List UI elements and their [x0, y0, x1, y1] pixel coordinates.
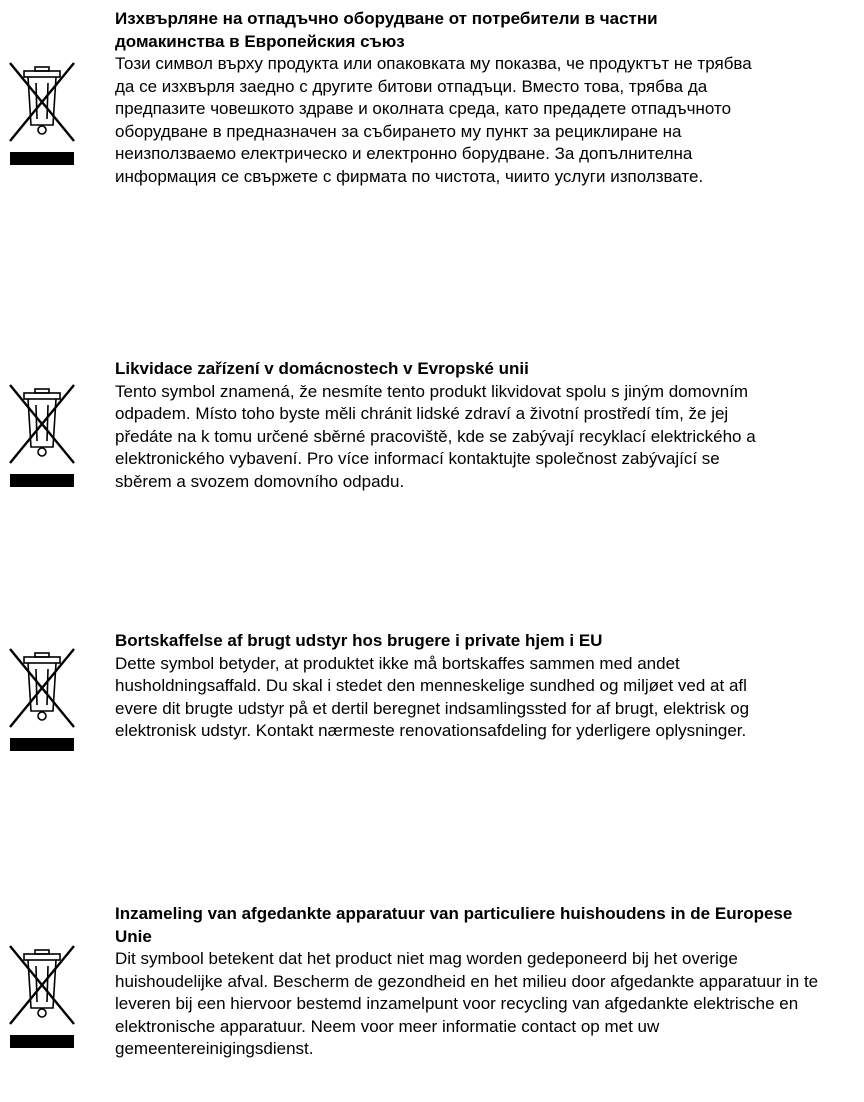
notice-text-czech — [115, 358, 765, 493]
notice-body: Dit symbool betekent dat het product niet mag worden gedeponeerd bij het overige huishoudelijke afval. Bescherm de gezondheid en het milieu door afgedankte apparatuur in te leveren bij een hiervoor bestemd inzamelpunt voor recycling van afgedankte elektrische en elektronische apparatuur. Neem voor meer informatie contact op met uw gemeentereinigingsdienst. — [115, 949, 819, 1058]
notice-heading: Likvidace zařízení v domácnostech v Evropské unii — [115, 359, 529, 378]
weee-bin-icon — [9, 60, 75, 173]
notice-text-dutch — [115, 903, 825, 1061]
weee-bin-icon — [9, 646, 75, 759]
notice-text-bulgarian — [115, 8, 755, 188]
notice-body: Този символ върху продукта или опаковката му показва, че продуктът не трябва да се изхвърля заедно с другите битови отпадъци. Вместо това, трябва да предпазите човешкото здраве и околната среда, като предадете отпадъчното оборудване в предназначен за събирането му пункт за рециклиране на неизползваемо електрическо и електронно борудване. За допълнителна информация се свържете с фирмата по чистота, чиито услуги използвате. — [115, 54, 752, 186]
notice-body: Dette symbol betyder, at produktet ikke må bortskaffes sammen med andet husholdningsaffald. Du skal i stedet den menneskelige sundhed og miljøet ved at afl evere dit brugte udstyr på et dertil beregnet indsamlingssted for af brugt, elektrisk og elektronisk udstyr. Kontakt nærmeste renovationsafdeling for yderligere oplysninger. — [115, 653, 750, 740]
notice-heading: Изхвърляне на отпадъчно оборудване от потребители в частни домакинства в Европейския съюз — [115, 9, 658, 51]
notice-heading: Bortskaffelse af brugt udstyr hos brugere i private hjem i EU — [115, 631, 603, 650]
notice-text-danish — [115, 630, 780, 743]
notice-body: Tento symbol znamená, že nesmíte tento produkt likvidovat spolu s jiným domovním odpadem. Místo toho byste měli chránit lidské zdraví a životní prostředí tím, že jej předáte na k tomu určené sběrné pracoviště, kde se zabývají recyklací elektrického a elektronického vybavení. Pro více informací kontaktujte společnost zabývající se sběrem a svozem domovního odpadu. — [115, 381, 756, 491]
weee-bin-icon — [9, 382, 75, 495]
notice-heading: Inzameling van afgedankte apparatuur van particuliere huishoudens in de Europese Unie — [115, 904, 793, 946]
weee-bin-icon — [9, 943, 75, 1056]
